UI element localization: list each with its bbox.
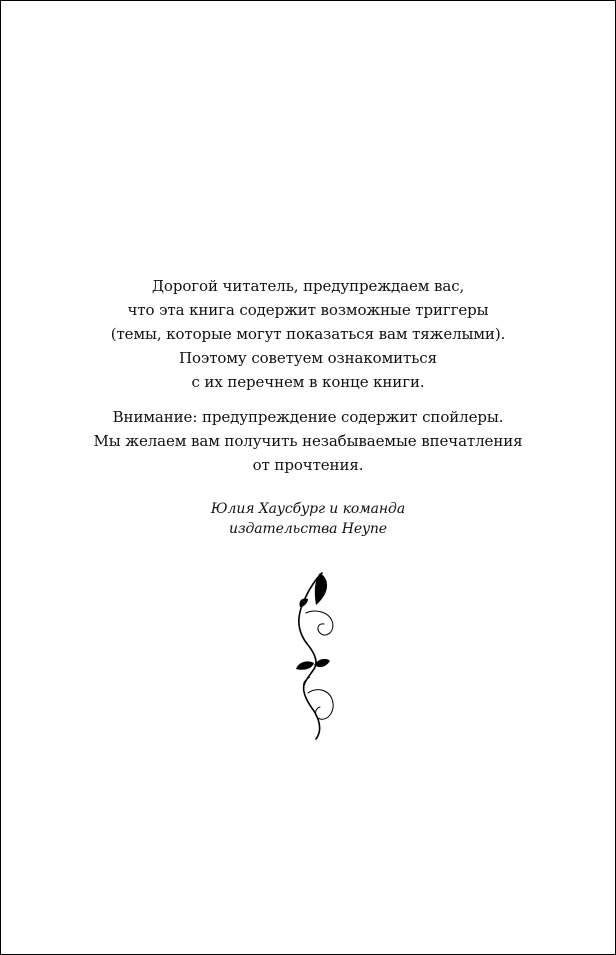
- text-line: Поэтому советуем ознакомиться: [179, 349, 437, 367]
- text-line: что эта книга содержит возможные триггеры: [127, 301, 489, 319]
- text-line: Мы желаем вам получить незабываемые впечатления: [93, 432, 523, 450]
- text-line: Дорогой читатель, предупреждаем вас,: [151, 277, 465, 295]
- trigger-warning-paragraph: [1, 274, 615, 394]
- text-line: с их перечнем в конце книги.: [191, 373, 425, 391]
- spoiler-warning-paragraph: [1, 405, 615, 477]
- text-line: от прочтения.: [252, 456, 364, 474]
- signature-line: издательства Heyne: [229, 521, 387, 537]
- text-line: Внимание: предупреждение содержит спойлеры.: [112, 408, 504, 426]
- signature-line: Юлия Хаусбург и команда: [210, 501, 406, 517]
- floral-vine-ornament-icon: [284, 569, 344, 744]
- signature: [1, 499, 615, 539]
- text-line: (темы, которые могут показаться вам тяжелыми).: [110, 325, 506, 343]
